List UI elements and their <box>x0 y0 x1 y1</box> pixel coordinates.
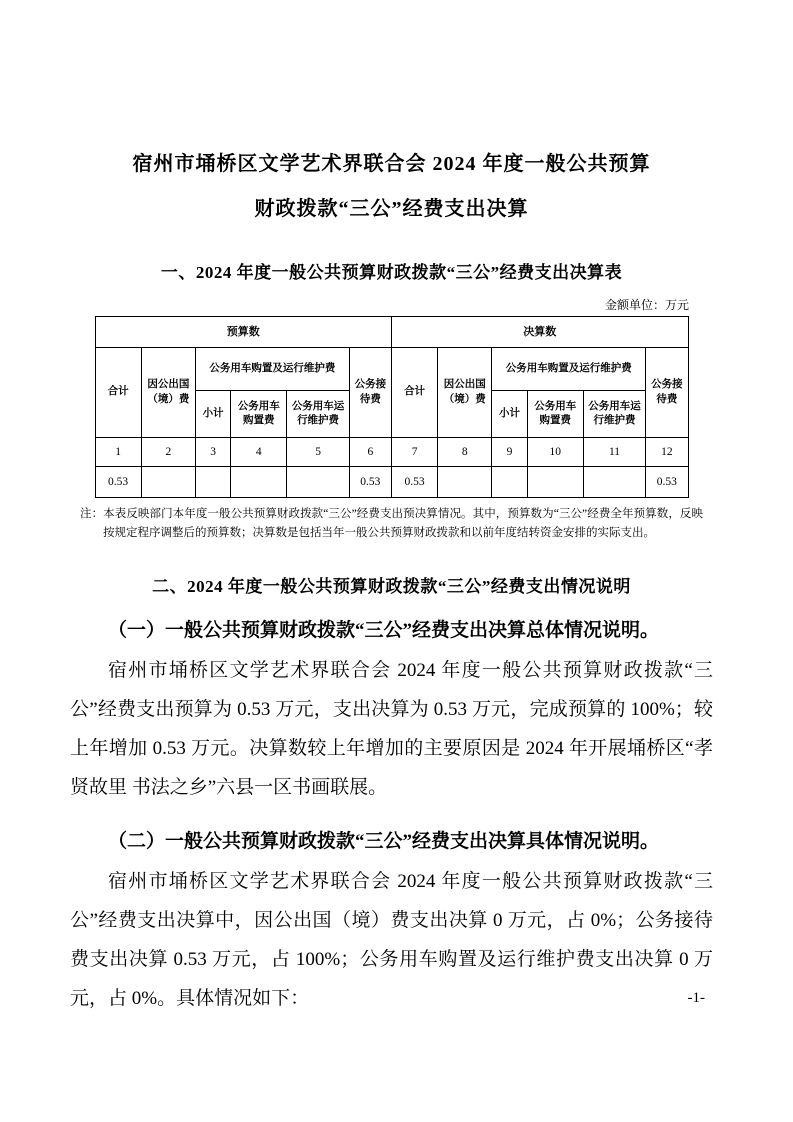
table-header-row-2 <box>95 348 688 391</box>
header-vehicle-maintenance-final: 公务用车运行维护费 <box>583 391 645 438</box>
col-number: 5 <box>287 438 349 467</box>
data-cell: 0.53 <box>646 467 688 498</box>
header-vehicle-group-budget: 公务用车购置及运行维护费 <box>195 348 349 391</box>
subsection1-heading: （一）一般公共预算财政拨款“三公”经费支出决算总体情况说明。 <box>108 620 660 642</box>
header-vehicle-purchase-final: 公务用车购置费 <box>527 391 583 438</box>
data-cell <box>195 467 230 498</box>
header-vehicle-maintenance-budget: 公务用车运行维护费 <box>287 391 349 438</box>
table-column-number-row <box>95 438 688 467</box>
col-number: 12 <box>646 438 688 467</box>
data-cell <box>492 467 527 498</box>
sangong-expense-table <box>95 316 689 498</box>
col-number: 4 <box>231 438 287 467</box>
data-cell <box>438 467 492 498</box>
data-cell: 0.53 <box>349 467 391 498</box>
table-data-row <box>95 467 688 498</box>
section1-heading: 一、2024 年度一般公共预算财政拨款“三公”经费支出决算表 <box>160 263 623 282</box>
data-cell <box>527 467 583 498</box>
header-vehicle-purchase-budget: 公务用车购置费 <box>231 391 287 438</box>
table-footnote: 注：本表反映部门本年度一般公共预算财政拨款“三公”经费支出预决算情况。其中，预算数为“三公”经费全年预算数，反映按规定程序调整后的预算数；决算数是包括当年一般公共预算财政拨款和以前年度结转资金安排的实际支出。 <box>80 508 703 539</box>
header-reception-fee-budget: 公务接待费 <box>349 348 391 438</box>
section2-heading: 二、2024 年度一般公共预算财政拨款“三公”经费支出情况说明 <box>152 577 631 597</box>
document-title-line2: 财政拨款“三公”经费支出决算 <box>254 198 529 220</box>
document-title-line1: 宿州市埇桥区文学艺术界联合会 2024 年度一般公共预算 <box>132 153 651 175</box>
header-total-final: 合计 <box>391 348 437 438</box>
page-number: -1- <box>687 990 705 1006</box>
header-subtotal-budget: 小计 <box>195 391 230 438</box>
header-vehicle-group-final: 公务用车购置及运行维护费 <box>492 348 646 391</box>
header-budget-group: 预算数 <box>95 317 391 348</box>
data-cell <box>141 467 195 498</box>
header-total-budget: 合计 <box>95 348 141 438</box>
col-number: 1 <box>95 438 141 467</box>
header-abroad-fee-final: 因公出国（境）费 <box>438 348 492 438</box>
data-cell <box>231 467 287 498</box>
col-number: 10 <box>527 438 583 467</box>
paragraph-detailed-situation: 宿州市埇桥区文学艺术界联合会 2024 年度一般公共预算财政拨款“三公”经费支出决算中，因公出国（境）费支出决算 0 万元，占 0%；公务接待费支出决算 0.53 万元，占 100%；公务用车购置及运行维护费支出决算 0 万元，占 0%。具体情况如下： <box>70 871 713 1009</box>
paragraph-overall-situation: 宿州市埇桥区文学艺术界联合会 2024 年度一般公共预算财政拨款“三公”经费支出预算为 0.53 万元，支出决算为 0.53 万元，完成预算的 100%；较上年增加 0.53 万元。决算数较上年增加的主要原因是 2024 年开展埇桥区“孝贤故里 书法之乡”六县一区书画联展。 <box>70 660 713 799</box>
data-cell <box>287 467 349 498</box>
unit-note: 金额单位：万元 <box>604 298 689 312</box>
data-cell <box>583 467 645 498</box>
col-number: 3 <box>195 438 230 467</box>
col-number: 6 <box>349 438 391 467</box>
subsection2-heading: （二）一般公共预算财政拨款“三公”经费支出决算具体情况说明。 <box>108 831 660 852</box>
table-group-header-row <box>95 317 688 348</box>
header-reception-fee-final: 公务接待费 <box>646 348 688 438</box>
document-title <box>70 142 713 232</box>
col-number: 11 <box>583 438 645 467</box>
col-number: 8 <box>438 438 492 467</box>
header-subtotal-final: 小计 <box>492 391 527 438</box>
data-cell: 0.53 <box>95 467 141 498</box>
data-cell: 0.53 <box>391 467 437 498</box>
col-number: 7 <box>391 438 437 467</box>
col-number: 2 <box>141 438 195 467</box>
col-number: 9 <box>492 438 527 467</box>
header-abroad-fee-budget: 因公出国（境）费 <box>141 348 195 438</box>
header-final-group: 决算数 <box>391 317 688 348</box>
